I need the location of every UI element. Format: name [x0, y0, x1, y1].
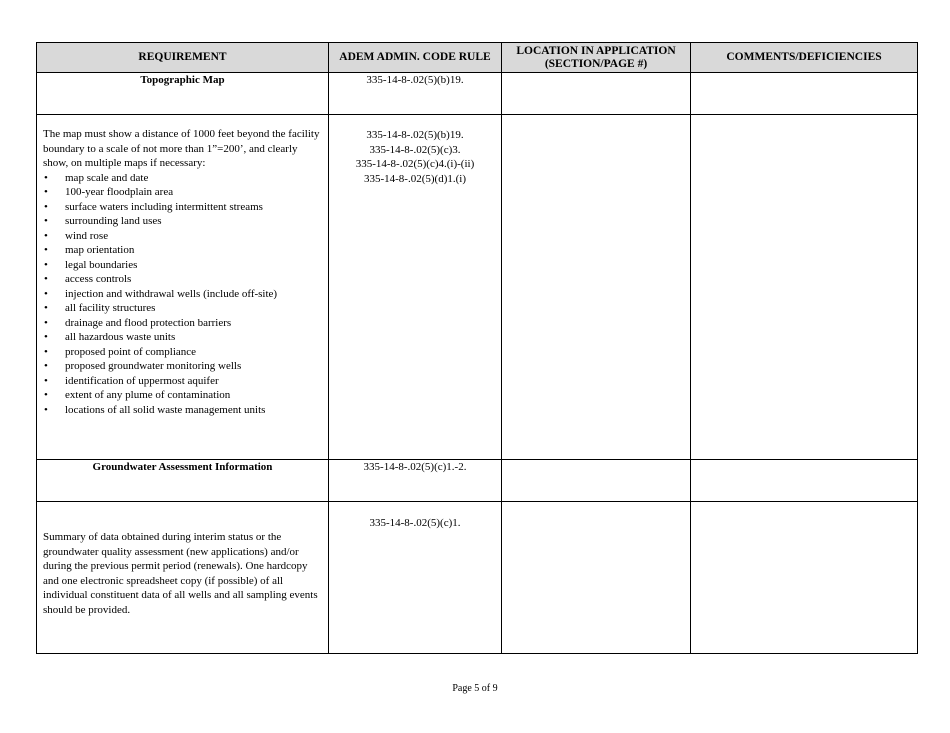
groundwater-assessment-rule: 335-14-8-.02(5)(c)1.-2.: [329, 460, 502, 502]
summary-rule: 335-14-8-.02(5)(c)1.: [369, 517, 461, 529]
requirements-table: [36, 42, 918, 654]
list-item: • 100-year floodplain area: [43, 185, 322, 200]
header-location: [502, 43, 691, 73]
list-item: • map orientation: [43, 243, 322, 258]
map-rule: 335-14-8-.02(5)(c)3.: [369, 143, 461, 156]
groundwater-assessment-row: [37, 460, 918, 502]
list-item: • surrounding land uses: [43, 214, 322, 229]
map-rule: 335-14-8-.02(5)(c)4.(i)-(ii): [355, 158, 475, 170]
map-rules-cell: [329, 115, 502, 460]
header-requirement: REQUIREMENT: [37, 43, 329, 73]
header-location-line1: LOCATION IN APPLICATION: [516, 44, 676, 57]
list-item: • all hazardous waste units: [43, 330, 322, 345]
comments-cell[interactable]: [691, 115, 918, 460]
list-item: • all facility structures: [43, 301, 322, 316]
summary-cell: [37, 502, 329, 654]
map-requirements-list: [43, 171, 322, 418]
summary-rule-cell: [329, 502, 502, 654]
location-cell[interactable]: [502, 502, 691, 654]
location-cell[interactable]: [502, 460, 691, 502]
list-item: • locations of all solid waste management units: [43, 403, 322, 418]
map-rule: 335-14-8-.02(5)(b)19.: [366, 129, 464, 141]
summary-text: Summary of data obtained during interim status or the groundwater quality assessment (new applications) and/or during the previous permit period (renewals). One hardcopy and one electronic spreadsheet copy (if possible) of all individual constituent data of all wells and all sampling events should be provided.: [43, 531, 318, 616]
list-item: • injection and withdrawal wells (include off-site): [43, 287, 322, 302]
page-number: Page 5 of 9: [452, 683, 498, 694]
comments-cell[interactable]: [691, 460, 918, 502]
list-item: • map scale and date: [43, 171, 322, 186]
location-cell[interactable]: [502, 115, 691, 460]
location-cell[interactable]: [502, 73, 691, 115]
comments-cell[interactable]: [691, 502, 918, 654]
map-rule: 335-14-8-.02(5)(d)1.(i): [363, 172, 467, 185]
topographic-map-title: Topographic Map: [37, 73, 329, 115]
map-requirements-row: [37, 115, 918, 460]
comments-cell[interactable]: [691, 73, 918, 115]
groundwater-assessment-title: Groundwater Assessment Information: [37, 460, 329, 502]
topographic-map-rule: 335-14-8-.02(5)(b)19.: [329, 73, 502, 115]
header-code-rule: ADEM ADMIN. CODE RULE: [329, 43, 502, 73]
list-item: • extent of any plume of contamination: [43, 388, 322, 403]
header-row: [37, 43, 918, 73]
header-comments: COMMENTS/DEFICIENCIES: [691, 43, 918, 73]
list-item: • proposed point of compliance: [43, 345, 322, 360]
list-item: • surface waters including intermittent streams: [43, 200, 322, 215]
map-requirements-intro: The map must show a distance of 1000 feet beyond the facility boundary to a scale of not more than 1”=200’, and clearly show, on multiple maps if necessary:: [43, 128, 320, 169]
list-item: • drainage and flood protection barriers: [43, 316, 322, 331]
list-item: • access controls: [43, 272, 322, 287]
list-item: • legal boundaries: [43, 258, 322, 273]
list-item: • identification of uppermost aquifer: [43, 374, 322, 389]
summary-row: [37, 502, 918, 654]
header-location-line2: (SECTION/PAGE #): [544, 57, 648, 70]
list-item: • wind rose: [43, 229, 322, 244]
topographic-map-row: [37, 73, 918, 115]
list-item: • proposed groundwater monitoring wells: [43, 359, 322, 374]
map-requirements-cell: [37, 115, 329, 460]
